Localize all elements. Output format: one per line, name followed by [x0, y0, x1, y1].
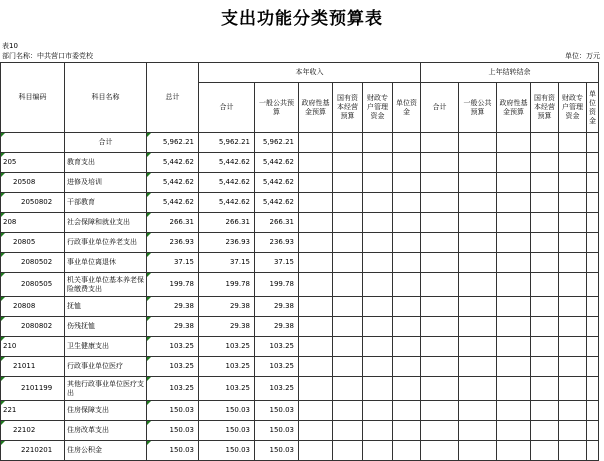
row-ty-subtotal: 150.03 — [199, 421, 255, 441]
row-empty-cell — [587, 421, 599, 441]
row-empty-cell — [333, 133, 363, 153]
row-empty-cell — [559, 253, 587, 273]
row-empty-cell — [363, 153, 393, 173]
row-total: 150.03 — [147, 421, 199, 441]
row-empty-cell — [587, 441, 599, 461]
row-name: 住房改革支出 — [65, 421, 147, 441]
row-name: 合计 — [65, 133, 147, 153]
row-name: 干部教育 — [65, 193, 147, 213]
row-empty-cell — [459, 193, 497, 213]
row-empty-cell — [531, 401, 559, 421]
row-empty-cell — [421, 377, 459, 401]
row-empty-cell — [531, 273, 559, 297]
row-empty-cell — [459, 421, 497, 441]
table-row — [1, 193, 599, 213]
row-name: 教育支出 — [65, 153, 147, 173]
row-empty-cell — [299, 153, 333, 173]
row-empty-cell — [587, 153, 599, 173]
table-row — [1, 317, 599, 337]
header-ty-state-capital: 国有资本经营预算 — [333, 83, 363, 133]
table-body — [1, 133, 599, 461]
row-empty-cell — [363, 173, 393, 193]
row-empty-cell — [299, 421, 333, 441]
row-total: 199.78 — [147, 273, 199, 297]
row-empty-cell — [299, 253, 333, 273]
row-empty-cell — [497, 357, 531, 377]
row-empty-cell — [559, 421, 587, 441]
row-empty-cell — [393, 441, 421, 461]
row-ty-general: 103.25 — [255, 377, 299, 401]
row-empty-cell — [531, 213, 559, 233]
row-empty-cell — [393, 337, 421, 357]
row-total: 150.03 — [147, 401, 199, 421]
row-empty-cell — [363, 133, 393, 153]
row-name: 住房保障支出 — [65, 401, 147, 421]
row-code: 2101199 — [1, 377, 65, 401]
row-empty-cell — [363, 377, 393, 401]
row-empty-cell — [299, 233, 333, 253]
row-ty-general: 37.15 — [255, 253, 299, 273]
row-empty-cell — [299, 273, 333, 297]
row-empty-cell — [559, 401, 587, 421]
table-row — [1, 173, 599, 193]
table-row — [1, 233, 599, 253]
row-empty-cell — [299, 133, 333, 153]
row-empty-cell — [531, 153, 559, 173]
row-ty-general: 150.03 — [255, 401, 299, 421]
header-this-year: 本年收入 — [199, 63, 421, 83]
row-empty-cell — [393, 153, 421, 173]
row-empty-cell — [333, 401, 363, 421]
table-row — [1, 273, 599, 297]
row-empty-cell — [393, 421, 421, 441]
row-name: 其他行政事业单位医疗支出 — [65, 377, 147, 401]
header-total: 总计 — [147, 63, 199, 133]
row-code: 2050802 — [1, 193, 65, 213]
row-empty-cell — [421, 297, 459, 317]
row-empty-cell — [587, 213, 599, 233]
row-empty-cell — [559, 377, 587, 401]
row-empty-cell — [497, 297, 531, 317]
row-empty-cell — [497, 377, 531, 401]
row-empty-cell — [559, 173, 587, 193]
budget-table — [0, 62, 599, 461]
row-empty-cell — [421, 441, 459, 461]
row-ty-subtotal: 29.38 — [199, 317, 255, 337]
row-total: 5,442.62 — [147, 173, 199, 193]
row-empty-cell — [363, 233, 393, 253]
row-empty-cell — [333, 213, 363, 233]
row-empty-cell — [497, 421, 531, 441]
table-row — [1, 337, 599, 357]
row-empty-cell — [497, 273, 531, 297]
row-empty-cell — [363, 213, 393, 233]
row-empty-cell — [393, 253, 421, 273]
row-name: 事业单位离退休 — [65, 253, 147, 273]
row-empty-cell — [333, 253, 363, 273]
row-total: 29.38 — [147, 297, 199, 317]
row-ty-subtotal: 266.31 — [199, 213, 255, 233]
row-total: 103.25 — [147, 337, 199, 357]
row-empty-cell — [421, 153, 459, 173]
row-name: 社会保障和就业支出 — [65, 213, 147, 233]
row-ty-subtotal: 5,442.62 — [199, 193, 255, 213]
row-ty-general: 103.25 — [255, 337, 299, 357]
row-ty-subtotal: 5,442.62 — [199, 173, 255, 193]
row-empty-cell — [421, 193, 459, 213]
row-empty-cell — [299, 193, 333, 213]
row-empty-cell — [333, 193, 363, 213]
row-empty-cell — [421, 273, 459, 297]
row-empty-cell — [587, 233, 599, 253]
row-empty-cell — [587, 133, 599, 153]
header-ly-state-capital: 国有资本经营预算 — [531, 83, 559, 133]
table-row — [1, 253, 599, 273]
row-empty-cell — [531, 253, 559, 273]
row-empty-cell — [559, 233, 587, 253]
table-row — [1, 213, 599, 233]
row-ty-subtotal: 236.93 — [199, 233, 255, 253]
row-empty-cell — [363, 297, 393, 317]
row-empty-cell — [531, 441, 559, 461]
row-ty-subtotal: 199.78 — [199, 273, 255, 297]
row-code — [1, 133, 65, 153]
row-empty-cell — [559, 193, 587, 213]
row-empty-cell — [421, 317, 459, 337]
row-ty-general: 266.31 — [255, 213, 299, 233]
header-ty-fund: 政府性基金预算 — [299, 83, 333, 133]
row-total: 103.25 — [147, 357, 199, 377]
row-empty-cell — [459, 253, 497, 273]
row-empty-cell — [559, 273, 587, 297]
row-empty-cell — [459, 337, 497, 357]
row-empty-cell — [531, 193, 559, 213]
row-empty-cell — [587, 193, 599, 213]
row-empty-cell — [333, 297, 363, 317]
row-empty-cell — [393, 173, 421, 193]
header-ty-unit-fund: 单位资金 — [393, 83, 421, 133]
row-empty-cell — [393, 297, 421, 317]
header-ly-subtotal: 合计 — [421, 83, 459, 133]
row-empty-cell — [497, 213, 531, 233]
row-empty-cell — [531, 357, 559, 377]
row-ty-general: 5,442.62 — [255, 173, 299, 193]
row-empty-cell — [299, 441, 333, 461]
table-row — [1, 357, 599, 377]
row-ty-subtotal: 150.03 — [199, 401, 255, 421]
row-empty-cell — [531, 421, 559, 441]
row-empty-cell — [393, 273, 421, 297]
row-empty-cell — [363, 317, 393, 337]
row-total: 236.93 — [147, 233, 199, 253]
row-empty-cell — [459, 213, 497, 233]
row-empty-cell — [459, 297, 497, 317]
header-ty-subtotal: 合计 — [199, 83, 255, 133]
table-row — [1, 133, 599, 153]
row-ty-general: 199.78 — [255, 273, 299, 297]
row-ty-general: 150.03 — [255, 441, 299, 461]
row-empty-cell — [421, 213, 459, 233]
row-empty-cell — [421, 421, 459, 441]
row-empty-cell — [393, 317, 421, 337]
row-empty-cell — [459, 273, 497, 297]
row-empty-cell — [559, 153, 587, 173]
header-ly-unit-fund: 单位资金 — [587, 83, 599, 133]
row-empty-cell — [459, 357, 497, 377]
row-name: 进修及培训 — [65, 173, 147, 193]
row-empty-cell — [531, 377, 559, 401]
row-ty-general: 29.38 — [255, 317, 299, 337]
row-empty-cell — [531, 337, 559, 357]
row-total: 103.25 — [147, 377, 199, 401]
row-empty-cell — [587, 337, 599, 357]
row-empty-cell — [333, 153, 363, 173]
page-title: 支出功能分类预算表 — [221, 9, 383, 29]
row-code: 2080802 — [1, 317, 65, 337]
row-ty-general: 236.93 — [255, 233, 299, 253]
row-ty-subtotal: 103.25 — [199, 357, 255, 377]
row-empty-cell — [559, 317, 587, 337]
table-row — [1, 421, 599, 441]
row-total: 5,962.21 — [147, 133, 199, 153]
row-empty-cell — [587, 357, 599, 377]
row-empty-cell — [393, 133, 421, 153]
row-ty-subtotal: 29.38 — [199, 297, 255, 317]
row-empty-cell — [559, 441, 587, 461]
row-total: 37.15 — [147, 253, 199, 273]
row-empty-cell — [421, 401, 459, 421]
row-empty-cell — [531, 297, 559, 317]
row-ty-general: 103.25 — [255, 357, 299, 377]
header-ty-special: 财政专户管理资金 — [363, 83, 393, 133]
row-empty-cell — [559, 213, 587, 233]
row-empty-cell — [459, 377, 497, 401]
row-empty-cell — [333, 357, 363, 377]
header-ly-fund: 政府性基金预算 — [497, 83, 531, 133]
row-code: 2210201 — [1, 441, 65, 461]
row-empty-cell — [363, 253, 393, 273]
header-ly-general: 一般公共预算 — [459, 83, 497, 133]
table-row — [1, 401, 599, 421]
row-empty-cell — [459, 173, 497, 193]
row-empty-cell — [333, 173, 363, 193]
budget-table-wrapper — [0, 62, 599, 461]
row-name: 住房公积金 — [65, 441, 147, 461]
row-ty-subtotal: 5,442.62 — [199, 153, 255, 173]
row-empty-cell — [299, 377, 333, 401]
table-row — [1, 377, 599, 401]
row-empty-cell — [299, 213, 333, 233]
row-code: 20508 — [1, 173, 65, 193]
row-empty-cell — [497, 133, 531, 153]
row-total: 5,442.62 — [147, 153, 199, 173]
row-empty-cell — [459, 441, 497, 461]
row-name: 抚恤 — [65, 297, 147, 317]
row-empty-cell — [421, 253, 459, 273]
row-code: 205 — [1, 153, 65, 173]
row-empty-cell — [421, 173, 459, 193]
row-empty-cell — [299, 357, 333, 377]
row-empty-cell — [497, 317, 531, 337]
row-empty-cell — [393, 193, 421, 213]
table-header — [1, 63, 599, 133]
row-empty-cell — [587, 317, 599, 337]
row-total: 5,442.62 — [147, 193, 199, 213]
row-total: 29.38 — [147, 317, 199, 337]
row-empty-cell — [299, 297, 333, 317]
row-ty-subtotal: 37.15 — [199, 253, 255, 273]
row-code: 20805 — [1, 233, 65, 253]
row-empty-cell — [421, 233, 459, 253]
row-ty-general: 5,442.62 — [255, 193, 299, 213]
row-ty-subtotal: 103.25 — [199, 337, 255, 357]
row-empty-cell — [393, 401, 421, 421]
row-empty-cell — [559, 337, 587, 357]
row-ty-general: 29.38 — [255, 297, 299, 317]
row-empty-cell — [393, 377, 421, 401]
row-empty-cell — [299, 317, 333, 337]
row-empty-cell — [531, 173, 559, 193]
row-ty-subtotal: 5,962.21 — [199, 133, 255, 153]
row-empty-cell — [497, 441, 531, 461]
row-empty-cell — [459, 317, 497, 337]
row-empty-cell — [421, 133, 459, 153]
row-empty-cell — [333, 377, 363, 401]
row-code: 22102 — [1, 421, 65, 441]
row-empty-cell — [393, 233, 421, 253]
row-empty-cell — [459, 401, 497, 421]
row-empty-cell — [421, 337, 459, 357]
row-empty-cell — [459, 153, 497, 173]
row-empty-cell — [531, 233, 559, 253]
header-ty-general: 一般公共预算 — [255, 83, 299, 133]
row-empty-cell — [393, 213, 421, 233]
row-empty-cell — [299, 401, 333, 421]
row-empty-cell — [363, 401, 393, 421]
unit-label: 单位：万元 — [565, 52, 600, 60]
row-name: 机关事业单位基本养老保险缴费支出 — [65, 273, 147, 297]
row-total: 266.31 — [147, 213, 199, 233]
header-ly-special: 财政专户管理资金 — [559, 83, 587, 133]
row-empty-cell — [497, 401, 531, 421]
row-empty-cell — [497, 253, 531, 273]
row-empty-cell — [587, 273, 599, 297]
row-empty-cell — [363, 337, 393, 357]
table-number: 表10 — [2, 42, 18, 50]
row-empty-cell — [363, 193, 393, 213]
row-code: 221 — [1, 401, 65, 421]
row-empty-cell — [459, 133, 497, 153]
row-name: 行政事业单位养老支出 — [65, 233, 147, 253]
table-row — [1, 441, 599, 461]
row-empty-cell — [497, 193, 531, 213]
row-empty-cell — [587, 173, 599, 193]
row-empty-cell — [559, 297, 587, 317]
row-empty-cell — [587, 297, 599, 317]
row-name: 行政事业单位医疗 — [65, 357, 147, 377]
row-code: 20808 — [1, 297, 65, 317]
row-ty-general: 150.03 — [255, 421, 299, 441]
table-row — [1, 153, 599, 173]
row-empty-cell — [363, 441, 393, 461]
row-code: 2080502 — [1, 253, 65, 273]
row-code: 210 — [1, 337, 65, 357]
header-name: 科目名称 — [65, 63, 147, 133]
row-ty-general: 5,962.21 — [255, 133, 299, 153]
header-last-year: 上年结转结余 — [421, 63, 599, 83]
row-empty-cell — [333, 337, 363, 357]
row-code: 21011 — [1, 357, 65, 377]
row-empty-cell — [587, 253, 599, 273]
row-empty-cell — [459, 233, 497, 253]
row-empty-cell — [299, 337, 333, 357]
row-empty-cell — [559, 357, 587, 377]
row-empty-cell — [333, 421, 363, 441]
row-empty-cell — [333, 317, 363, 337]
row-code: 2080505 — [1, 273, 65, 297]
row-empty-cell — [363, 273, 393, 297]
row-ty-subtotal: 150.03 — [199, 441, 255, 461]
row-ty-subtotal: 103.25 — [199, 377, 255, 401]
row-empty-cell — [333, 273, 363, 297]
row-ty-general: 5,442.62 — [255, 153, 299, 173]
row-empty-cell — [531, 317, 559, 337]
row-empty-cell — [393, 357, 421, 377]
table-row — [1, 297, 599, 317]
row-empty-cell — [559, 133, 587, 153]
row-total: 150.03 — [147, 441, 199, 461]
row-empty-cell — [497, 337, 531, 357]
row-empty-cell — [587, 377, 599, 401]
row-empty-cell — [531, 133, 559, 153]
row-empty-cell — [497, 233, 531, 253]
row-empty-cell — [363, 421, 393, 441]
row-code: 208 — [1, 213, 65, 233]
row-empty-cell — [299, 173, 333, 193]
department-name: 部门名称：中共营口市委党校 — [2, 52, 93, 60]
row-empty-cell — [497, 173, 531, 193]
row-empty-cell — [497, 153, 531, 173]
header-code: 科目编码 — [1, 63, 65, 133]
row-empty-cell — [421, 357, 459, 377]
row-empty-cell — [333, 233, 363, 253]
row-name: 伤残抚恤 — [65, 317, 147, 337]
row-empty-cell — [333, 441, 363, 461]
row-empty-cell — [363, 357, 393, 377]
row-name: 卫生健康支出 — [65, 337, 147, 357]
row-empty-cell — [587, 401, 599, 421]
